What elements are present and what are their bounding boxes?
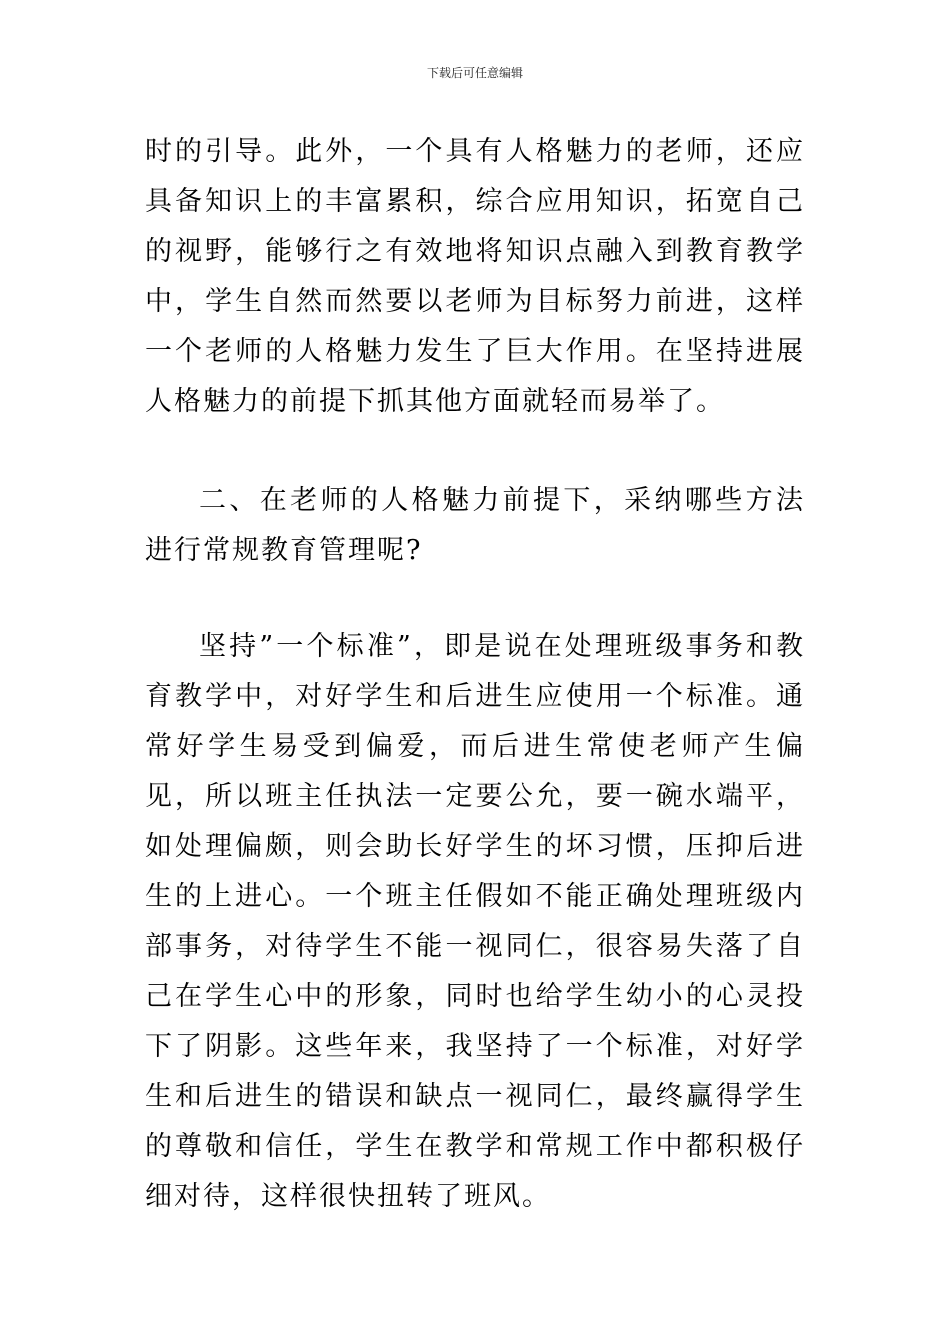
paragraph-one-standard: 坚持”一个标准”，即是说在处理班级事务和教育教学中，对好学生和后进生应使用一个标准。通常好学生易受到偏爱，而后进生常使老师产生偏见，所以班主任执法一定要公允，要一碗水端平，如处理偏颇，则会助长好学生的坏习惯，压抑后进生的上进心。一个班主任假如不能正确处理班级内部事务，对待学生不能一视同仁，很容易失落了自己在学生心中的形象，同时也给学生幼小的心灵投下了阴影。这些年来，我坚持了一个标准，对好学生和后进生的错误和缺点一视同仁，最终赢得学生的尊敬和信任，学生在教学和常规工作中都积极仔细对待，这样很快扭转了班风。 [145, 631, 805, 1212]
paragraph-continuation: 时的引导。此外，一个具有人格魅力的老师，还应具备知识上的丰富累积，综合应用知识，拓宽自己的视野，能够行之有效地将知识点融入到教育教学中，学生自然而然要以老师为目标努力前进，这样一个老师的人格魅力发生了巨大作用。在坚持进展人格魅力的前提下抓其他方面就轻而易举了。 [145, 136, 805, 417]
page-header: 下载后可任意编辑 [426, 66, 523, 80]
section-heading-paragraph: 二、在老师的人格魅力前提下，采纳哪些方法进行常规教育管理呢? [145, 485, 805, 566]
